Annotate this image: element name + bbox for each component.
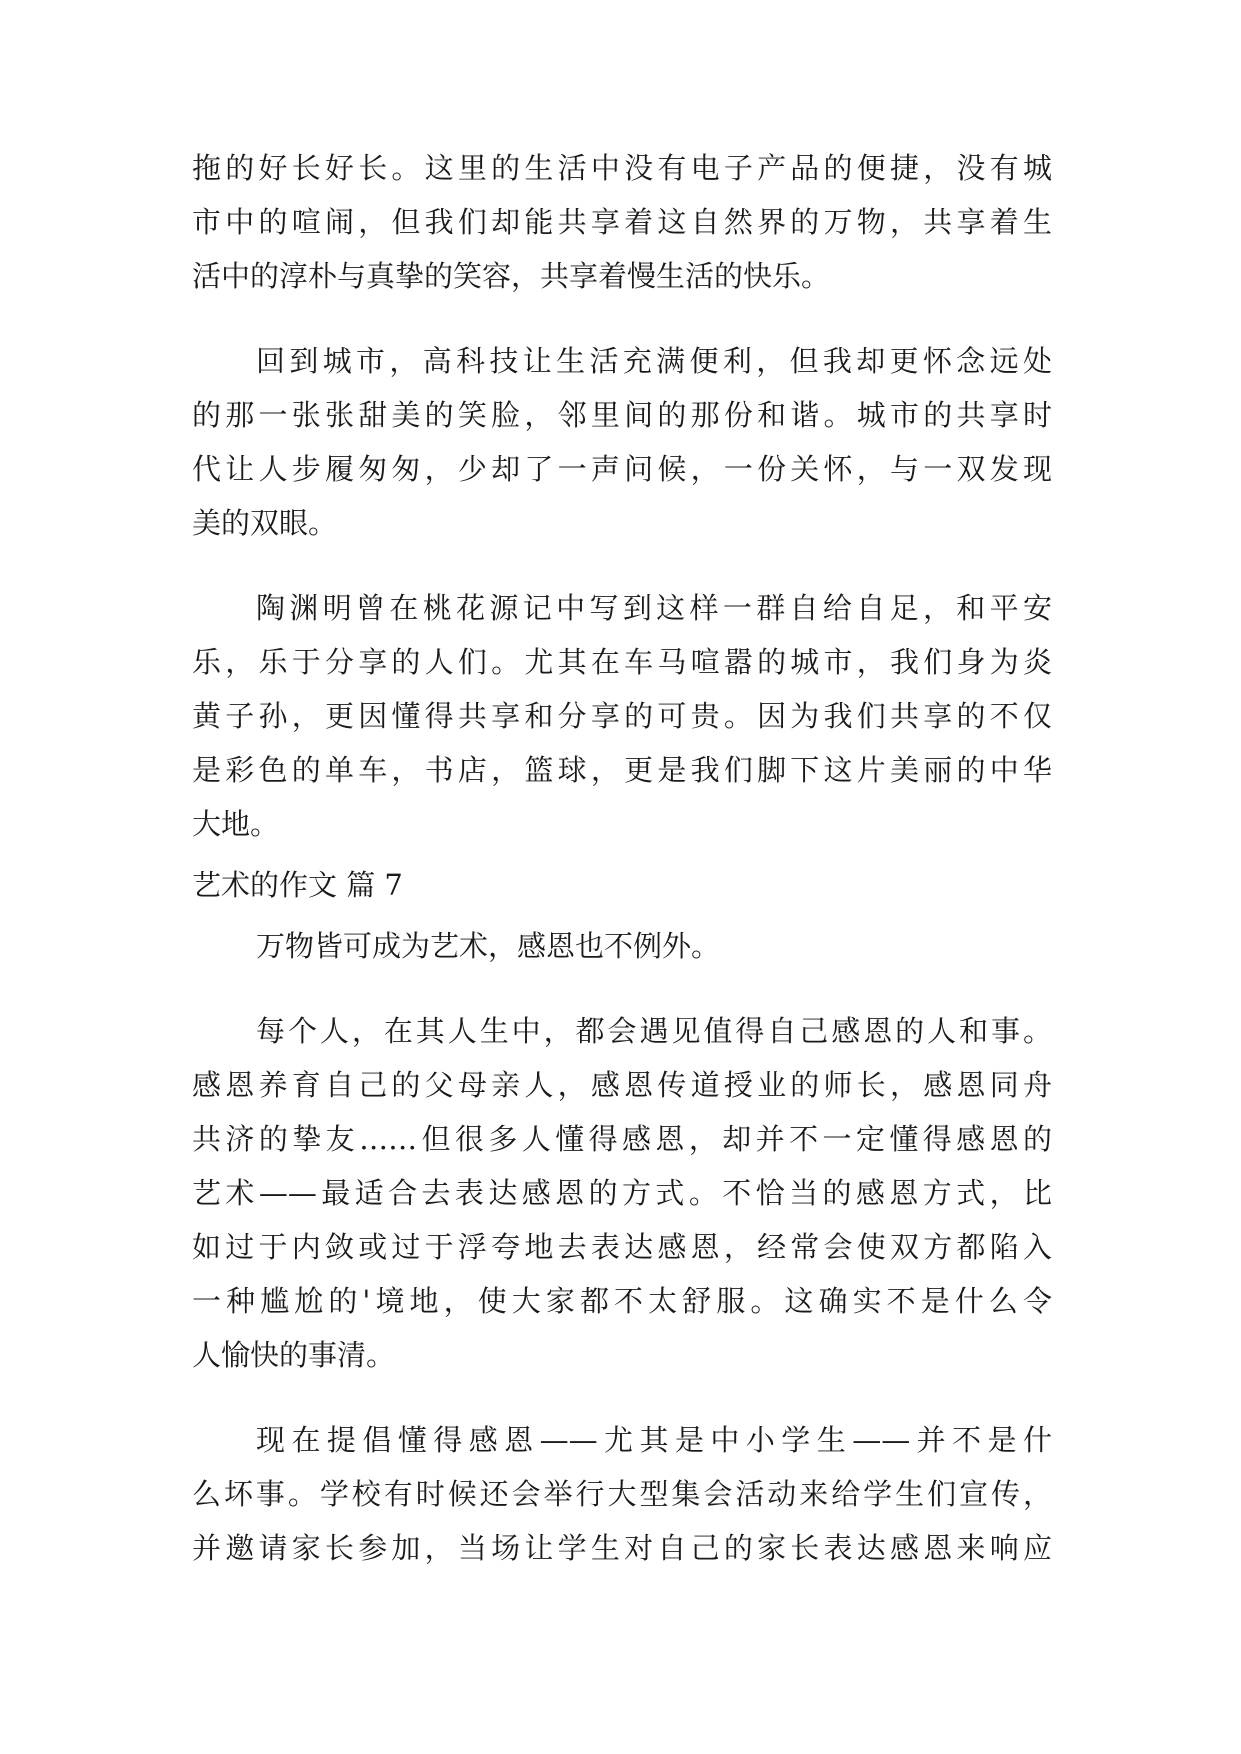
text-line: 是彩色的单车，书店，篮球，更是我们脚下这片美丽的中华: [192, 753, 1052, 787]
text-line: 黄子孙，更因懂得共享和分享的可贵。因为我们共享的不仅: [192, 699, 1052, 733]
text-line: 感恩养育自己的父母亲人，感恩传道授业的师长，感恩同舟: [192, 1068, 1052, 1102]
text-line: 美的双眼。: [192, 506, 338, 540]
text-line: 拖的好长好长。这里的生活中没有电子产品的便捷，没有城: [192, 151, 1052, 185]
text-line: 市中的喧闹，但我们却能共享着这自然界的万物，共享着生: [192, 205, 1052, 239]
text-line: 回到城市，高科技让生活充满便利，但我却更怀念远处: [256, 344, 1052, 378]
section-heading: 艺术的作文 篇 7: [192, 868, 403, 902]
text-line: 的那一张张甜美的笑脸，邻里间的那份和谐。城市的共享时: [192, 398, 1052, 432]
text-line: 活中的淳朴与真挚的笑容，共享着慢生活的快乐。: [192, 259, 831, 293]
text-line: 乐，乐于分享的人们。尤其在车马喧嚣的城市，我们身为炎: [192, 645, 1052, 679]
text-line: 共济的挚友……但很多人懂得感恩，却并不一定懂得感恩的: [192, 1122, 1052, 1156]
text-line: 么坏事。学校有时候还会举行大型集会活动来给学生们宣传，: [192, 1477, 1052, 1511]
text-line: 代让人步履匆匆，少却了一声问候，一份关怀，与一双发现: [192, 452, 1052, 486]
text-line: 人愉快的事清。: [192, 1338, 396, 1372]
text-line: 万物皆可成为艺术，感恩也不例外。: [256, 929, 721, 963]
text-line: 现在提倡懂得感恩——尤其是中小学生——并不是什: [256, 1423, 1052, 1457]
text-line: 大地。: [192, 807, 280, 841]
text-line: 并邀请家长参加，当场让学生对自己的家长表达感恩来响应: [192, 1531, 1052, 1565]
text-line: 每个人，在其人生中，都会遇见值得自己感恩的人和事。: [256, 1014, 1052, 1048]
text-line: 如过于内敛或过于浮夸地去表达感恩，经常会使双方都陷入: [192, 1230, 1052, 1264]
text-line: 一种尴尬的'境地，使大家都不太舒服。这确实不是什么令: [192, 1284, 1052, 1318]
text-line: 艺术——最适合去表达感恩的方式。不恰当的感恩方式，比: [192, 1176, 1052, 1210]
text-line: 陶渊明曾在桃花源记中写到这样一群自给自足，和平安: [256, 591, 1052, 625]
